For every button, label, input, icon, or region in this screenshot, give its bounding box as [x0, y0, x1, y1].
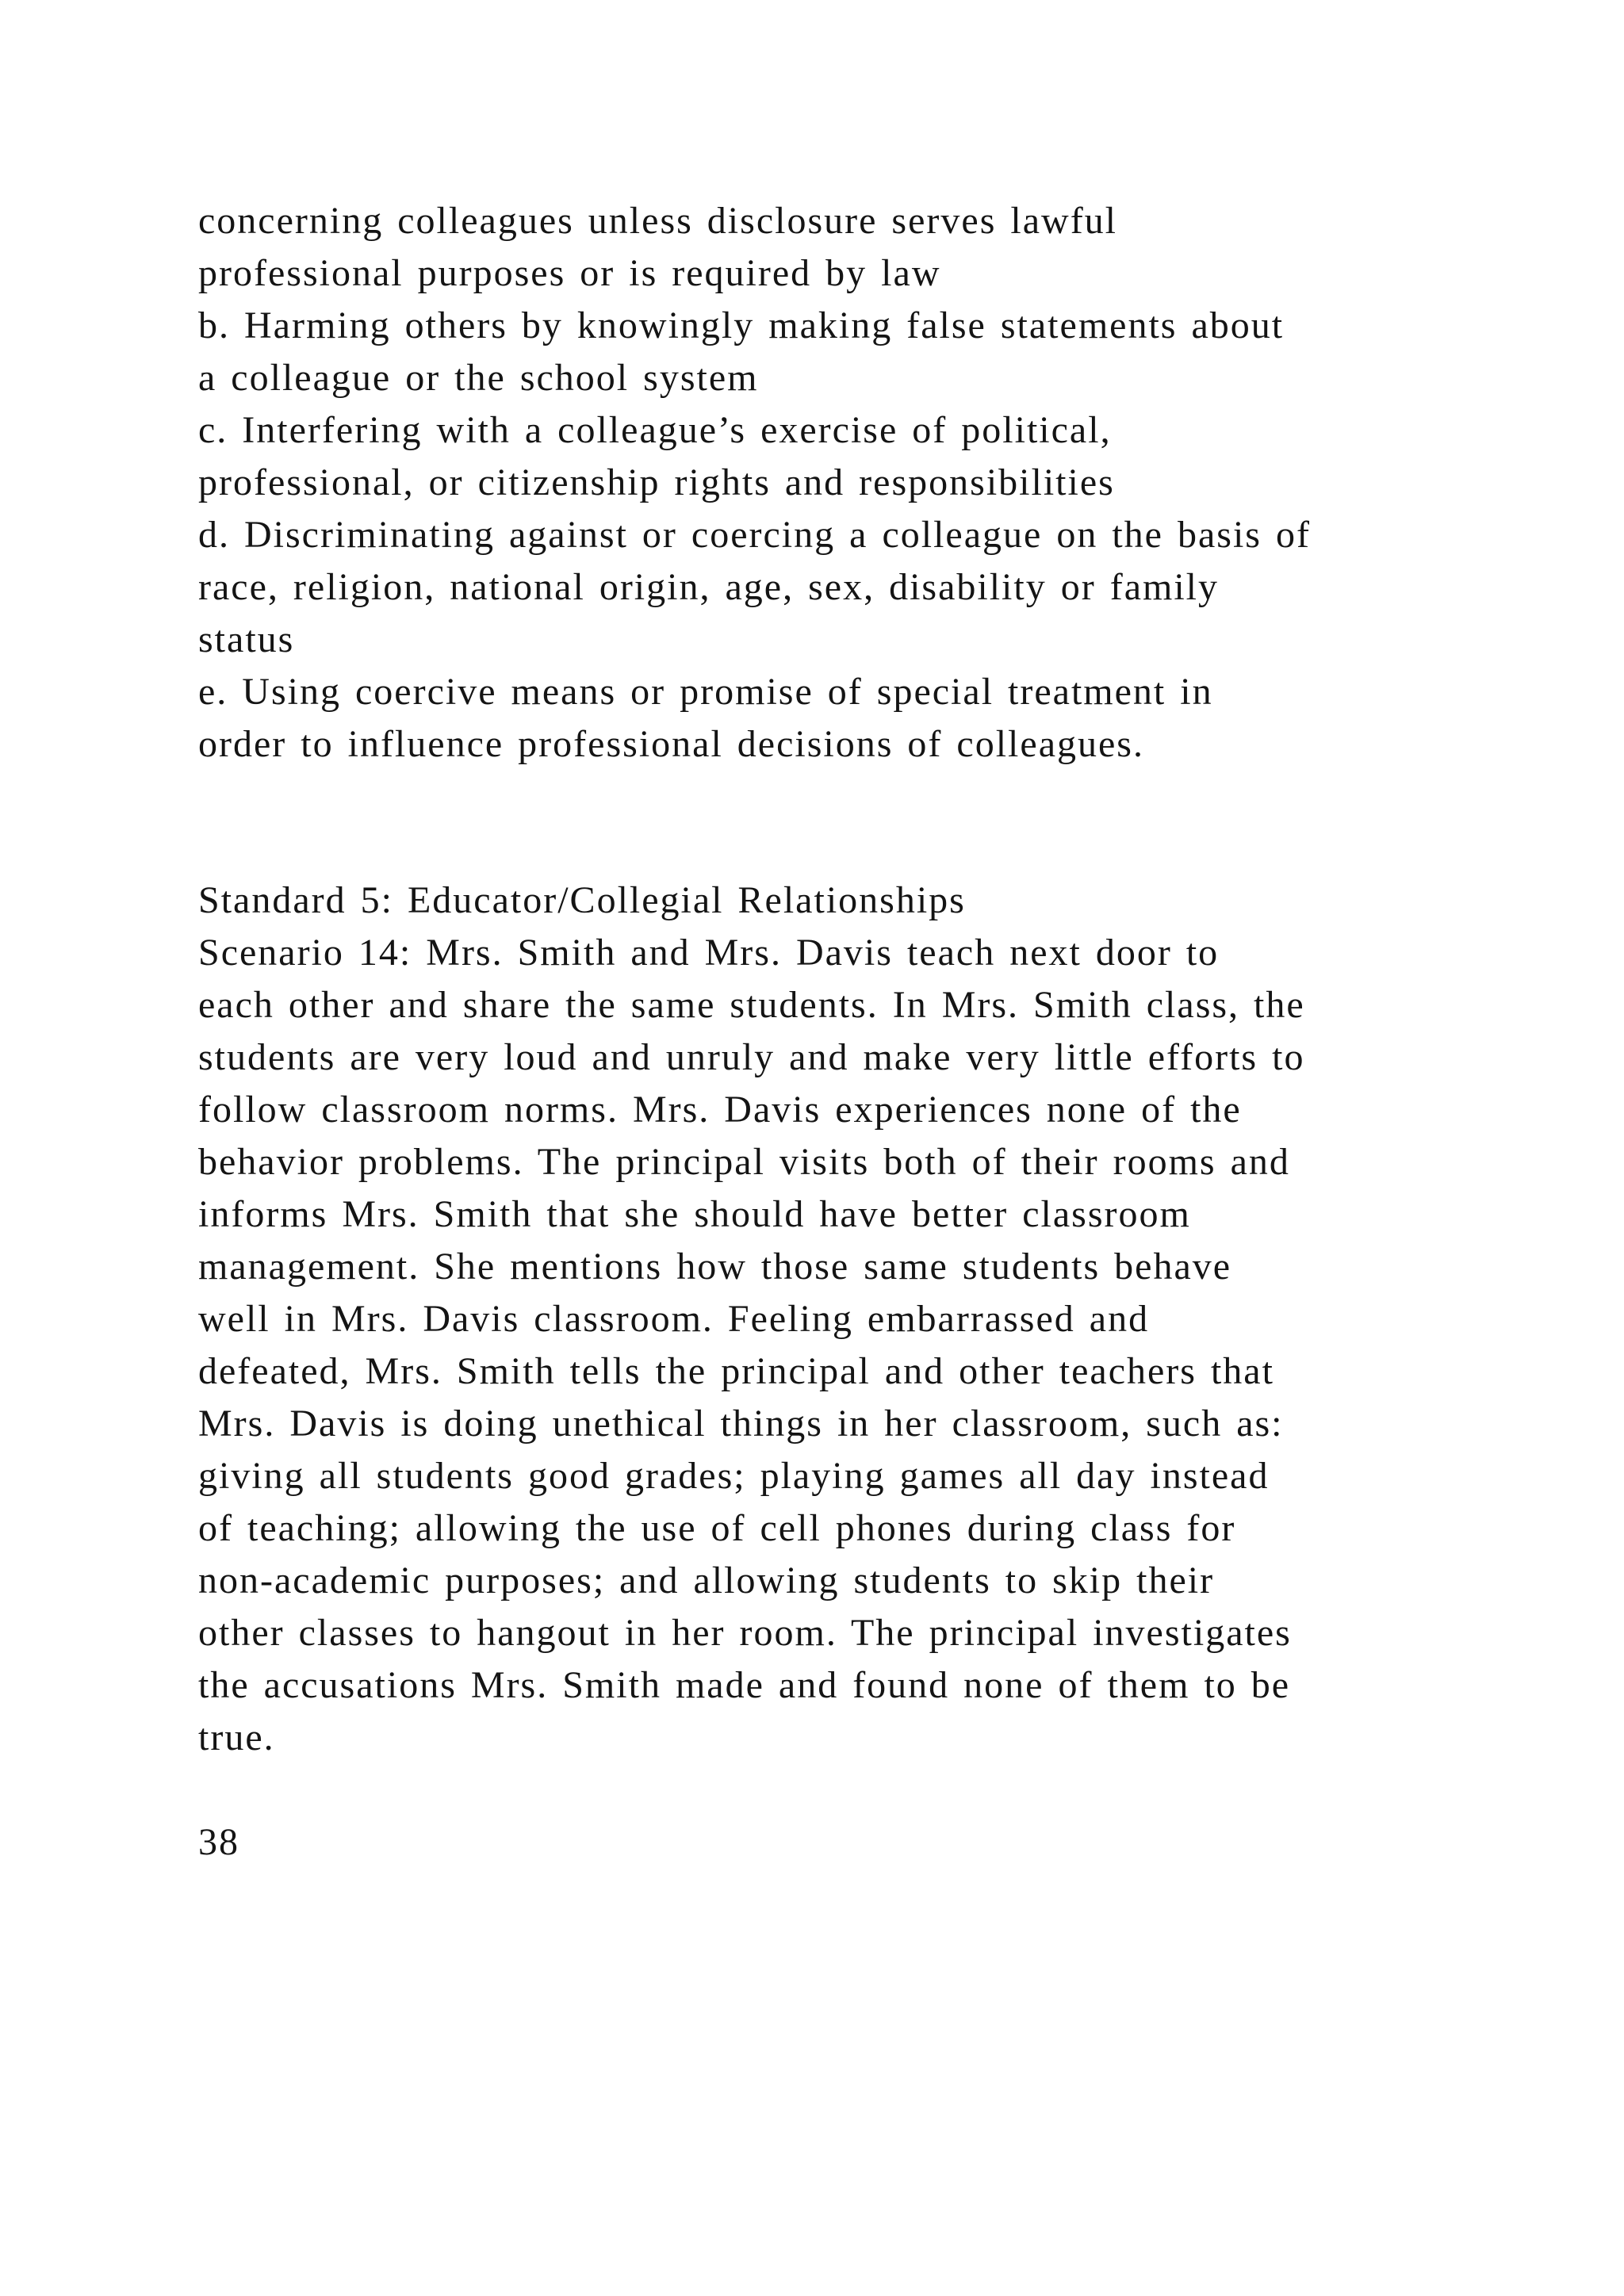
scenario-line: Scenario 14: Mrs. Smith and Mrs. Davis teach next door to: [198, 932, 1220, 974]
scenario-line: informs Mrs. Smith that she should have better classroom: [198, 1193, 1191, 1235]
scenario-line: defeated, Mrs. Smith tells the principal and other teachers that: [198, 1350, 1274, 1392]
scenario-line: non-academic purposes; and allowing students to skip their: [198, 1559, 1215, 1601]
scenario-line: management. She mentions how those same students behave: [198, 1246, 1232, 1288]
scenario-line: of teaching; allowing the use of cell phones during class for: [198, 1507, 1236, 1549]
list-line: order to influence professional decisions of colleagues.: [198, 723, 1144, 765]
scenario-line: giving all students good grades; playing games all day instead: [198, 1455, 1270, 1497]
scenario-line: other classes to hangout in her room. The principal investigates: [198, 1612, 1292, 1654]
scenario-line: behavior problems. The principal visits both of their rooms and: [198, 1141, 1290, 1183]
scenario-line: well in Mrs. Davis classroom. Feeling embarrassed and: [198, 1298, 1150, 1340]
list-line: status: [198, 618, 295, 660]
list-line: professional, or citizenship rights and responsibilities: [198, 461, 1115, 503]
scenario-line: students are very loud and unruly and make very little efforts to: [198, 1036, 1305, 1078]
standard-heading: Standard 5: Educator/Collegial Relationships: [198, 879, 966, 921]
list-item-b: b. Harming others by knowingly making false statements about: [198, 304, 1285, 346]
list-item-c: c. Interfering with a colleague’s exercise of political,: [198, 409, 1112, 451]
list-item-d: d. Discriminating against or coercing a colleague on the basis of: [198, 514, 1311, 556]
page-number: 38: [198, 1821, 239, 1863]
list-item-e: e. Using coercive means or promise of special treatment in: [198, 671, 1213, 713]
scenario-line: follow classroom norms. Mrs. Davis experiences none of the: [198, 1089, 1242, 1131]
scenario-line: the accusations Mrs. Smith made and found none of them to be: [198, 1664, 1291, 1706]
scenario-line: true.: [198, 1716, 275, 1758]
list-line: professional purposes or is required by law: [198, 252, 941, 294]
scenario-line: each other and share the same students. In Mrs. Smith class, the: [198, 984, 1305, 1026]
scenario-line: Mrs. Davis is doing unethical things in her classroom, such as:: [198, 1402, 1284, 1445]
list-line: a colleague or the school system: [198, 357, 759, 399]
list-line: concerning colleagues unless disclosure serves lawful: [198, 200, 1118, 242]
list-line: race, religion, national origin, age, sex, disability or family: [198, 566, 1220, 608]
